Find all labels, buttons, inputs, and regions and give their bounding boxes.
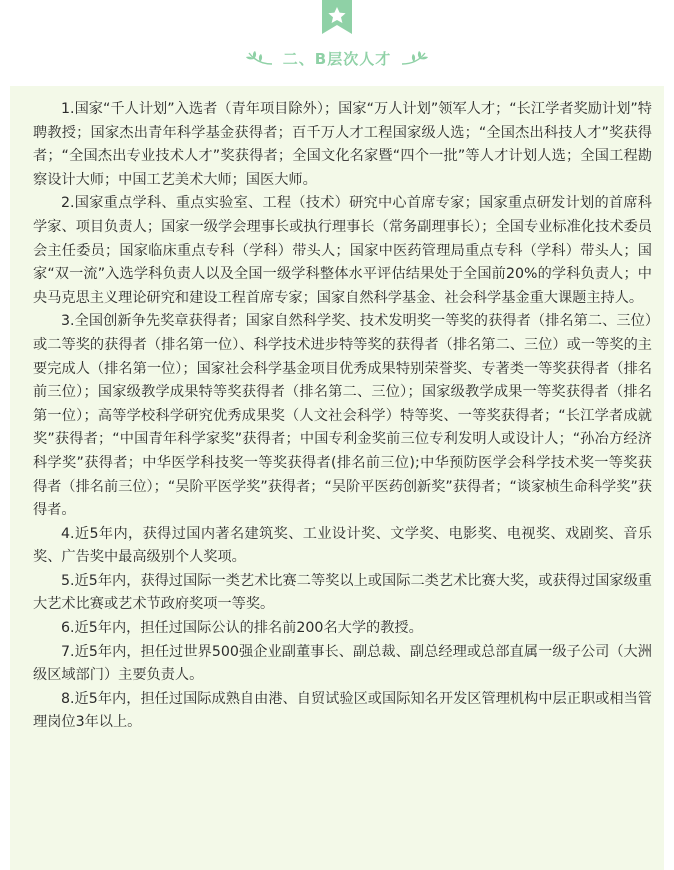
criteria-item-4: 4.近5年内，获得过国内著名建筑奖、工业设计奖、文学奖、电影奖、电视奖、戏剧奖、音乐奖、广告奖中最高级别个人奖项。 <box>33 525 652 566</box>
leaf-left-icon <box>245 50 273 66</box>
criteria-item-6: 6.近5年内，担任过国际公认的排名前200名大学的教授。 <box>61 620 423 637</box>
criteria-item-2: 2.国家重点学科、重点实验室、工程（技术）研究中心首席专家；国家重点研发计划的首席科学家、项目负责人；国家一级学会理事长或执行理事长（常务副理事长）；全国专业标准化技术委员会主任委员；国家临床重点专科（学科）带头人；国家中医药管理局重点专科（学科）带头人；国家“双一流”入选学科负责人以及全国一级学科整体水平评估结果处于全国前20%的学科负责人；中央马克思主义理论研究和建设工程首席专家；国家自然科学基金、社会科学基金重大课题主持人。 <box>33 195 652 306</box>
criteria-content-box <box>10 86 664 870</box>
leaf-right-icon <box>401 50 429 66</box>
criteria-item-3: 3.全国创新争先奖章获得者；国家自然科学奖、技术发明奖一等奖的获得者（排名第二、三位）或二等奖的获得者（排名第一位）、科学技术进步特等奖的获得者（排名第二、三位）或一等奖的主要完成人（排名第一位）；国家社会科学基金项目优秀成果特别荣誉奖、专著类一等奖获得者（排名前三位）；国家级教学成果特等奖获得者（排名第二、三位）；国家级教学成果一等奖获得者（排名第一位）；高等学校科学研究优秀成果奖（人文社会科学）特等奖、一等奖获得者；“长江学者成就奖”获得者；“中国青年科学家奖”获得者；中国专利金奖前三位专利发明人或设计人；“孙冶方经济科学奖”获得者；中华医学科技奖一等奖获得者(排名前三位);中华预防医学会科学技术奖一等奖获得者（排名前三位）；“吴阶平医学奖”获得者；“吴阶平医药创新奖”获得者；“谈家桢生命科学奖”获得者。 <box>33 313 652 519</box>
criteria-item-8: 8.近5年内，担任过国际成熟自由港、自贸试验区或国际知名开发区管理机构中层正职或相当管理岗位3年以上。 <box>33 690 652 731</box>
criteria-item-1: 1.国家“千人计划”入选者（青年项目除外）；国家“万人计划”领军人才；“长江学者奖励计划”特聘教授；国家杰出青年科学基金获得者；百千万人才工程国家级人选；“全国杰出科技人才”奖获得者；“全国杰出专业技术人才”奖获得者；全国文化名家暨“四个一批”等人才计划人选；全国工程勘察设计大师；中国工艺美术大师；国医大师。 <box>33 101 652 188</box>
section-title: 二、B层次人才 <box>282 49 392 68</box>
section-title-row <box>0 46 674 70</box>
criteria-item-5: 5.近5年内，获得过国际一类艺术比赛二等奖以上或国际二类艺术比赛大奖，或获得过国家级重大艺术比赛或艺术节政府奖项一等奖。 <box>33 572 652 613</box>
criteria-item-7: 7.近5年内，担任过世界500强企业副董事长、副总裁、副总经理或总部直属一级子公司（大洲级区域部门）主要负责人。 <box>33 643 652 684</box>
star-badge-icon <box>320 0 354 34</box>
